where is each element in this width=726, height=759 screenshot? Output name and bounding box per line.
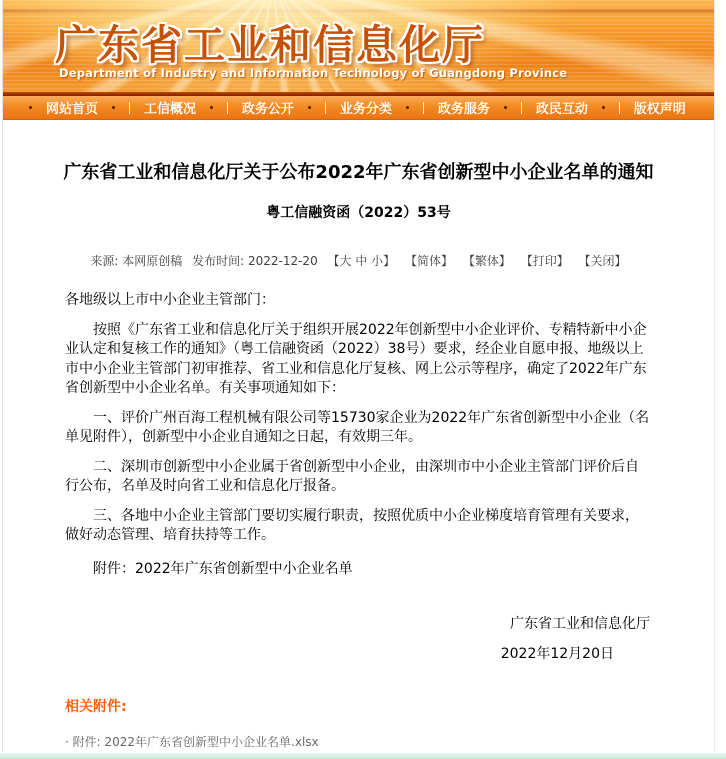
signature-block: [65, 615, 652, 664]
simplified-chinese-button[interactable]: 【简体】: [405, 254, 454, 268]
meta-source: 来源: 本网原创稿: [90, 254, 183, 268]
nav-dot-icon: [602, 106, 605, 109]
page-bottom-strip: [0, 753, 726, 759]
article-meta-bar: [3, 252, 714, 269]
attachment-file-link[interactable]: · 附件: 2022年广东省创新型中小企业名单.xlsx: [65, 735, 319, 749]
main-nav: [3, 96, 714, 120]
nav-item-home[interactable]: 网站首页: [45, 102, 98, 117]
document-number: 粤工信融资函（2022）53号: [266, 205, 451, 221]
nav-separator: [129, 102, 130, 114]
nav-separator: [423, 102, 424, 114]
nav-item-business-category[interactable]: 业务分类: [339, 102, 392, 117]
nav-item-overview[interactable]: 工信概况: [143, 102, 196, 117]
nav-dot-icon: [29, 106, 32, 109]
attachment-reference-line: 附件：2022年广东省创新型中小企业名单: [93, 560, 353, 577]
nav-dot-icon: [308, 106, 311, 109]
nav-separator: [325, 102, 326, 114]
nav-separator: [227, 102, 228, 114]
salutation-line: 各地级以上市中小企业主管部门：: [65, 292, 275, 308]
close-button[interactable]: 【关闭】: [578, 254, 627, 268]
related-attachments-section: [3, 664, 714, 750]
signature-organization: 广东省工业和信息化厅: [510, 616, 650, 632]
nav-dot-icon: [406, 106, 409, 109]
nav-dot-icon: [504, 106, 507, 109]
article-body: [3, 269, 714, 664]
nav-item-interaction[interactable]: 政民互动: [535, 102, 588, 117]
nav-item-gov-disclosure[interactable]: 政务公开: [241, 102, 294, 117]
font-size-control[interactable]: 【大 中 小】: [327, 254, 396, 268]
site-banner: [3, 0, 714, 92]
nav-separator: [619, 102, 620, 114]
site-subtitle-english: Department of Industry and Information Technology of Guangdong Province: [59, 66, 568, 80]
body-paragraph-item-3: 三、各地中小企业主管部门要切实履行职责，按照优质中小企业梯度培育管理有关要求，做好动态管理、培育扶持等工作。: [65, 507, 639, 543]
nav-item-copyright[interactable]: 版权声明: [633, 102, 686, 117]
nav-separator: [521, 102, 522, 114]
article-content: [3, 120, 714, 750]
article-title: 广东省工业和信息化厅关于公布2022年广东省创新型中小企业名单的通知: [63, 162, 654, 183]
body-paragraph-item-2: 二、深圳市创新型中小企业属于省创新型中小企业，由深圳市中小企业主管部门评价后自行公布，名单及时向省工业和信息化厅报备。: [65, 458, 639, 494]
body-paragraph-item-1: 一、评价广州百海工程机械有限公司等15730家企业为2022年广东省创新型中小企业（名单见附件），创新型中小企业自通知之日起，有效期三年。: [65, 409, 650, 445]
signature-date: 2022年12月20日: [500, 645, 614, 662]
site-title: 广东省工业和信息化厅: [55, 21, 485, 69]
related-attachments-heading: 相关附件:: [65, 699, 127, 715]
print-button[interactable]: 【打印】: [520, 254, 569, 268]
nav-dot-icon: [210, 106, 213, 109]
meta-publish-time: 发布时间: 2022-12-20: [192, 254, 318, 268]
nav-item-gov-services[interactable]: 政务服务: [437, 102, 490, 117]
nav-dot-icon: [112, 106, 115, 109]
page-container: [2, 0, 715, 753]
traditional-chinese-button[interactable]: 【繁体】: [462, 254, 511, 268]
body-paragraph: 按照《广东省工业和信息化厅关于组织开展2022年创新型中小企业评价、专精特新中小企业认定和复核工作的通知》（粤工信融资函（2022）38号）要求，经企业自愿申报、地级以上市中小企业主管部门初审推荐、省工业和信息化厅复核、网上公示等程序，确定了2022年广东省创新型中小企业名单。有关事项通知如下：: [65, 321, 647, 396]
